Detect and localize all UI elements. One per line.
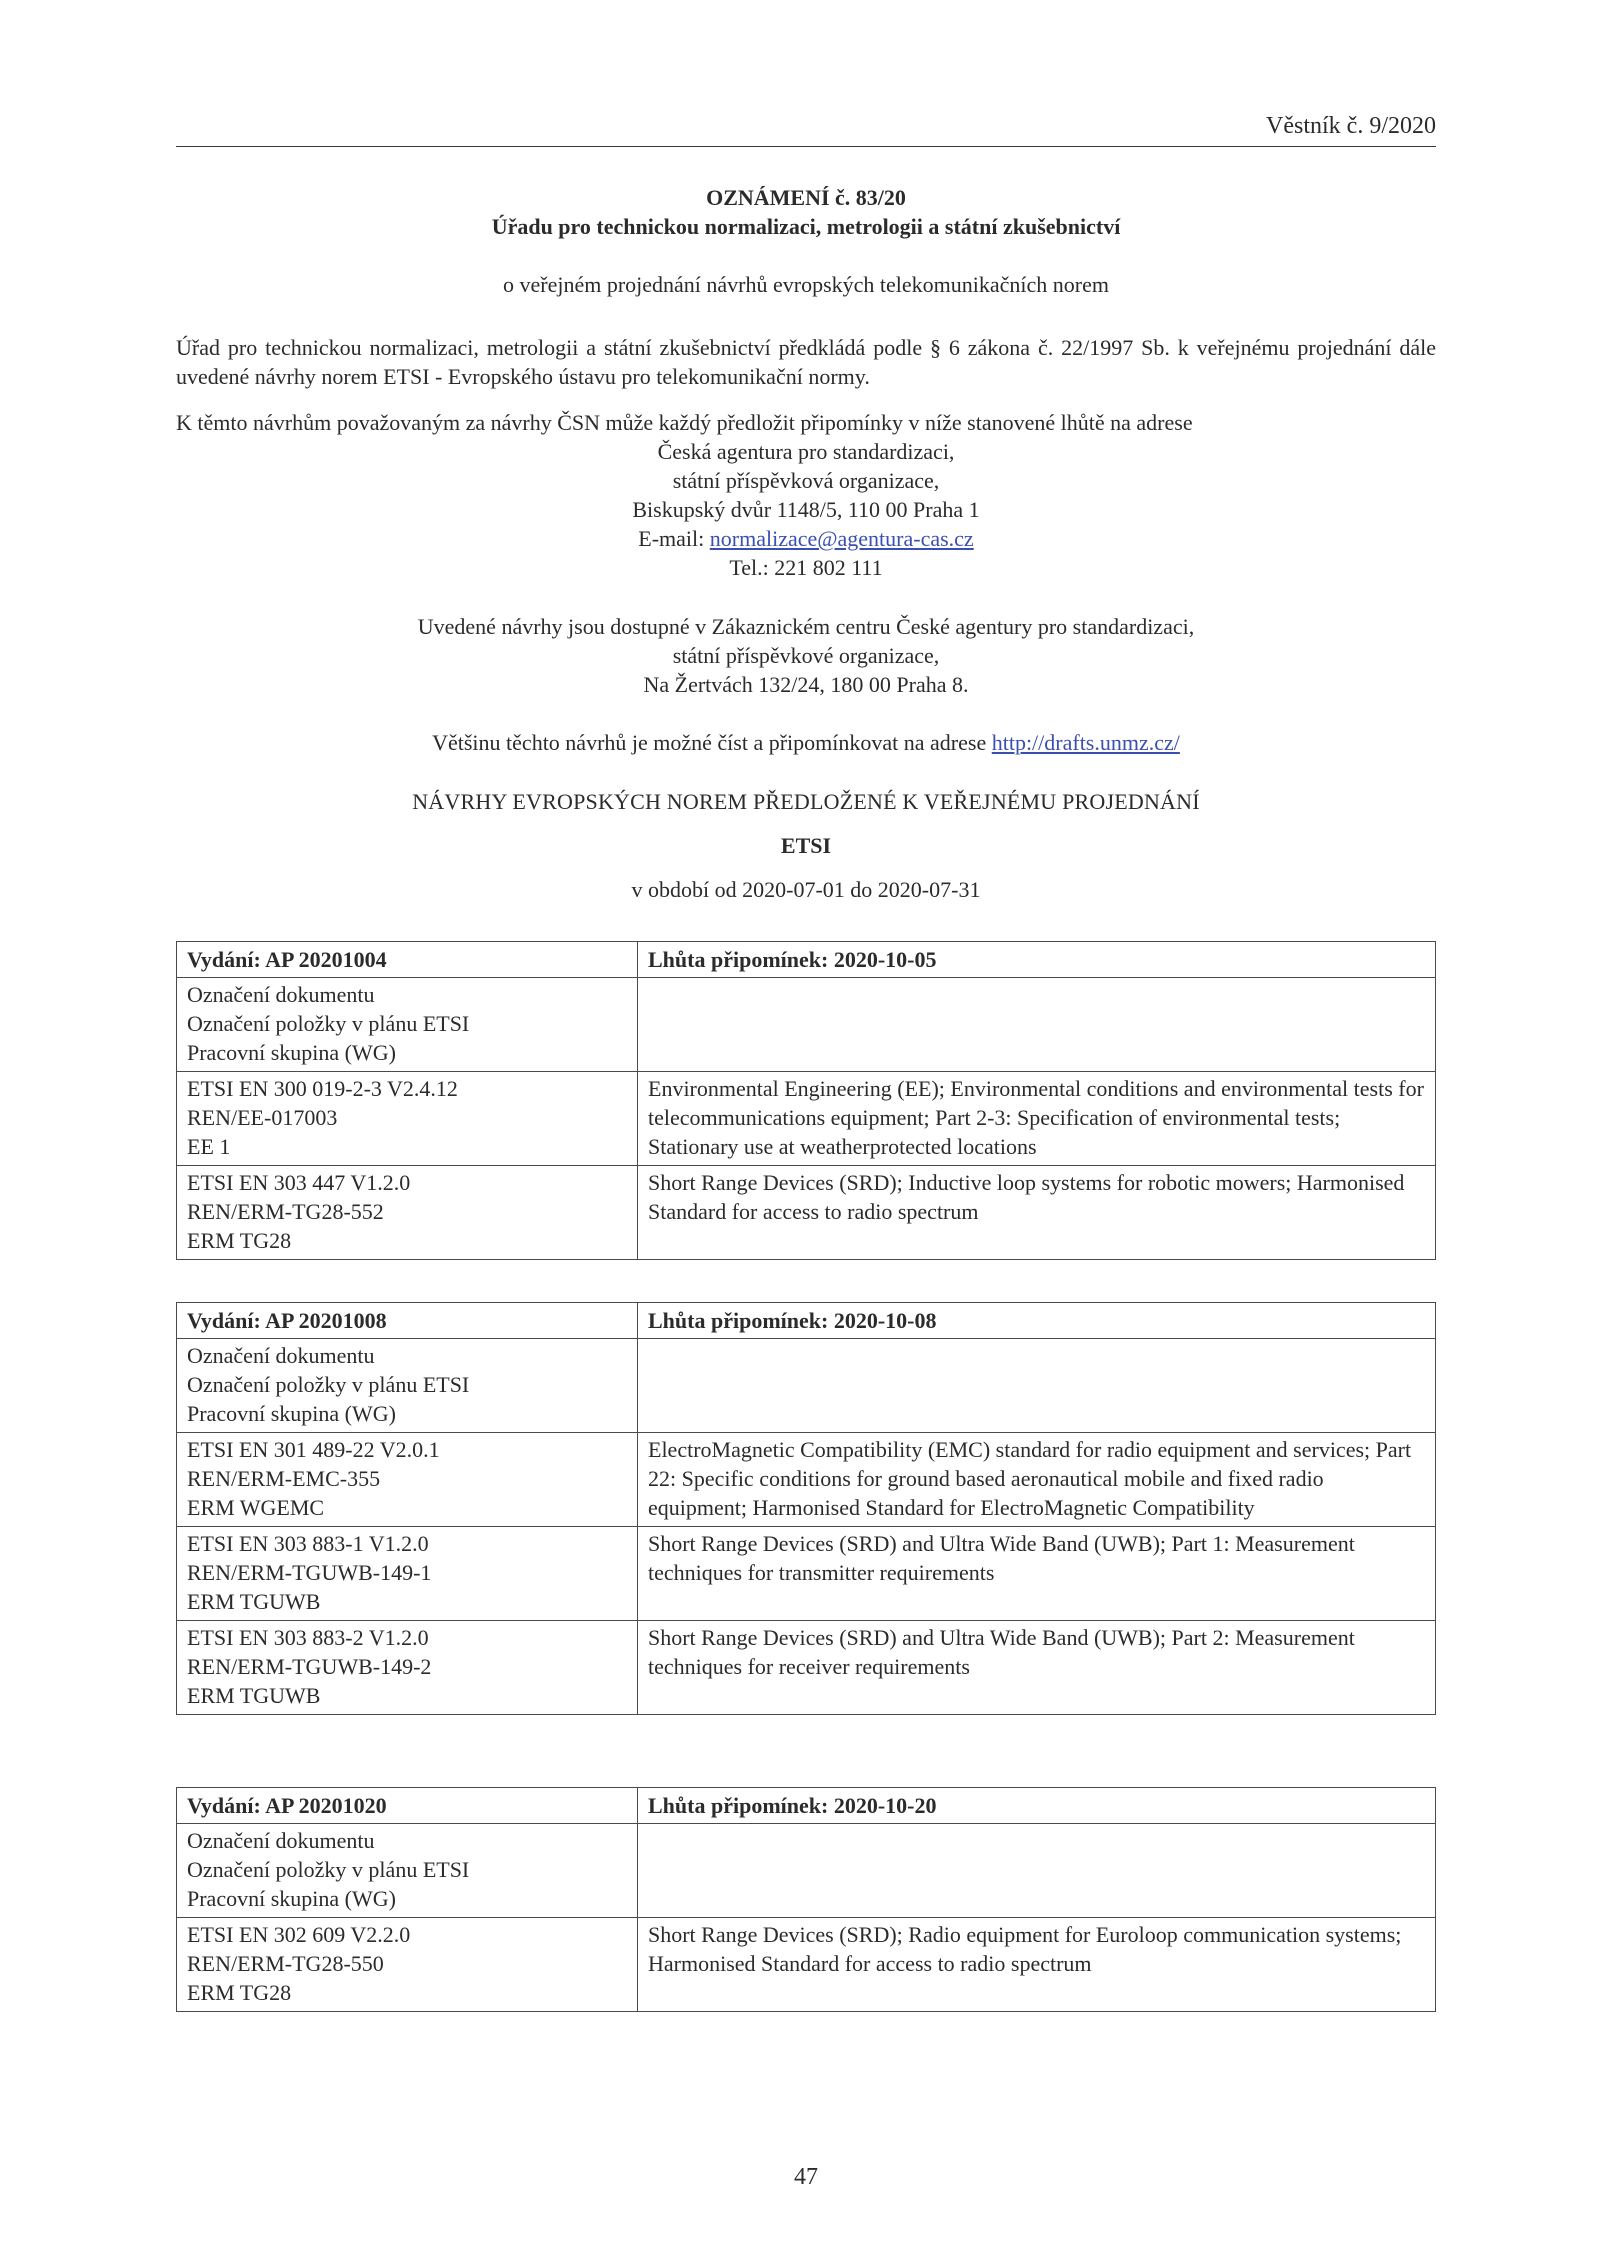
working-group: ERM TG28 <box>187 1228 292 1253</box>
legend-row <box>177 1824 1436 1918</box>
plan-item: REN/ERM-TGUWB-149-2 <box>187 1654 432 1679</box>
email-line <box>176 524 1436 553</box>
legend-doc: Označení dokumentu <box>187 1828 375 1853</box>
page-number: 47 <box>794 2164 818 2190</box>
legend-cell <box>177 1339 638 1433</box>
table-header-row <box>177 1303 1436 1339</box>
description-cell: Short Range Devices (SRD); Radio equipment for Euroloop communication systems; Harmonised Standard for access to radio spectrum <box>638 1918 1436 2012</box>
plan-item: REN/ERM-EMC-355 <box>187 1466 381 1491</box>
legend-item: Označení položky v plánu ETSI <box>187 1011 470 1036</box>
working-group: ERM TG28 <box>187 1980 292 2005</box>
plan-item: REN/ERM-TG28-550 <box>187 1951 384 1976</box>
address-line: státní příspěvková organizace, <box>672 468 940 493</box>
plan-item: REN/ERM-TG28-552 <box>187 1199 384 1224</box>
comments-paragraph: K těmto návrhům považovaným za návrhy ČSN může každý předložit připomínky v níže stanovené lhůtě na adrese <box>176 410 1193 435</box>
legend-cell <box>177 1824 638 1918</box>
availability-info <box>176 612 1436 699</box>
availability-line: Uvedené návrhy jsou dostupné v Zákaznickém centru České agentury pro standardizaci, <box>417 614 1195 639</box>
table-row <box>177 1621 1436 1715</box>
table-header-row <box>177 1788 1436 1824</box>
working-group: EE 1 <box>187 1134 231 1159</box>
drafts-link[interactable]: http://drafts.unmz.cz/ <box>991 730 1180 755</box>
availability-line: Na Žertvách 132/24, 180 00 Praha 8. <box>643 672 969 697</box>
drafts-table <box>176 1302 1436 1715</box>
table-row <box>177 1918 1436 2012</box>
legend-cell <box>177 978 638 1072</box>
intro-paragraph: Úřad pro technickou normalizaci, metrologii a státní zkušebnictví předkládá podle § 6 zákona č. 22/1997 Sb. k veřejnému projednání dále uvedené návrhy norem ETSI - Evropského ústavu pro telekomunikační normy. <box>176 335 1436 389</box>
issue-cell: Vydání: AP 20201004 <box>177 942 638 978</box>
empty-cell <box>638 978 1436 1072</box>
section-title: NÁVRHY EVROPSKÝCH NOREM PŘEDLOŽENÉ K VEŘEJNÉMU PROJEDNÁNÍ <box>412 789 1200 814</box>
plan-item: REN/EE-017003 <box>187 1105 338 1130</box>
description-cell: Short Range Devices (SRD) and Ultra Wide Band (UWB); Part 2: Measurement techniques for receiver requirements <box>638 1621 1436 1715</box>
drafts-table <box>176 941 1436 1260</box>
legend-row <box>177 978 1436 1072</box>
web-info <box>176 728 1436 757</box>
empty-cell <box>638 1824 1436 1918</box>
standard-id-cell <box>177 1072 638 1166</box>
agency-address <box>176 437 1436 582</box>
table-row <box>177 1072 1436 1166</box>
standard-id-cell <box>177 1918 638 2012</box>
page-header <box>176 112 1436 147</box>
standard-id-cell <box>177 1166 638 1260</box>
description-cell: Short Range Devices (SRD); Inductive loop systems for robotic mowers; Harmonised Standard for access to radio spectrum <box>638 1166 1436 1260</box>
doc-designation: ETSI EN 302 609 V2.2.0 <box>187 1922 411 1947</box>
doc-designation: ETSI EN 303 883-2 V1.2.0 <box>187 1625 429 1650</box>
notice-title <box>176 183 1436 241</box>
address-line: Česká agentura pro standardizaci, <box>657 439 955 464</box>
legend-wg: Pracovní skupina (WG) <box>187 1040 396 1065</box>
legend-wg: Pracovní skupina (WG) <box>187 1401 396 1426</box>
working-group: ERM TGUWB <box>187 1589 321 1614</box>
legend-doc: Označení dokumentu <box>187 1343 375 1368</box>
standard-id-cell <box>177 1527 638 1621</box>
legend-item: Označení položky v plánu ETSI <box>187 1372 470 1397</box>
doc-designation: ETSI EN 303 447 V1.2.0 <box>187 1170 411 1195</box>
empty-cell <box>638 1339 1436 1433</box>
issue-cell: Vydání: AP 20201008 <box>177 1303 638 1339</box>
legend-doc: Označení dokumentu <box>187 982 375 1007</box>
standard-id-cell <box>177 1621 638 1715</box>
issue-cell: Vydání: AP 20201020 <box>177 1788 638 1824</box>
organization-label: ETSI <box>780 833 832 858</box>
plan-item: REN/ERM-TGUWB-149-1 <box>187 1560 432 1585</box>
deadline-cell: Lhůta připomínek: 2020-10-08 <box>638 1303 1436 1339</box>
email-link[interactable]: normalizace@agentura-cas.cz <box>709 526 974 551</box>
doc-designation: ETSI EN 300 019-2-3 V2.4.12 <box>187 1076 458 1101</box>
bulletin-title: Věstník č. 9/2020 <box>1266 113 1436 139</box>
legend-wg: Pracovní skupina (WG) <box>187 1886 396 1911</box>
notice-subtitle: o veřejném projednání návrhů evropských telekomunikačních norem <box>502 272 1110 297</box>
table-row <box>177 1166 1436 1260</box>
table-row <box>177 1527 1436 1621</box>
phone-line: Tel.: 221 802 111 <box>729 555 883 580</box>
web-text: Většinu těchto návrhů je možné číst a připomínkovat na adrese <box>432 730 992 755</box>
doc-designation: ETSI EN 303 883-1 V1.2.0 <box>187 1531 429 1556</box>
deadline-cell: Lhůta připomínek: 2020-10-20 <box>638 1788 1436 1824</box>
legend-row <box>177 1339 1436 1433</box>
address-line: Biskupský dvůr 1148/5, 110 00 Praha 1 <box>632 497 980 522</box>
legend-item: Označení položky v plánu ETSI <box>187 1857 470 1882</box>
description-cell: Short Range Devices (SRD) and Ultra Wide Band (UWB); Part 1: Measurement techniques for transmitter requirements <box>638 1527 1436 1621</box>
period-label: v období od 2020-07-01 do 2020-07-31 <box>631 877 981 902</box>
email-label: E-mail: <box>638 526 710 551</box>
description-cell: ElectroMagnetic Compatibility (EMC) standard for radio equipment and services; Part 22: Specific conditions for ground based aeronautical mobile and fixed radio equipment; Harmonised Standard for ElectroMagnetic Compatibility <box>638 1433 1436 1527</box>
standard-id-cell <box>177 1433 638 1527</box>
availability-line: státní příspěvkové organizace, <box>672 643 940 668</box>
table-header-row <box>177 942 1436 978</box>
deadline-cell: Lhůta připomínek: 2020-10-05 <box>638 942 1436 978</box>
doc-designation: ETSI EN 301 489-22 V2.0.1 <box>187 1437 440 1462</box>
notice-issuer: Úřadu pro technickou normalizaci, metrologii a státní zkušebnictví <box>491 214 1121 239</box>
drafts-table <box>176 1787 1436 2012</box>
table-row <box>177 1433 1436 1527</box>
description-cell: Environmental Engineering (EE); Environmental conditions and environmental tests for telecommunications equipment; Part 2-3: Specification of environmental tests; Stationary use at weatherprotected locations <box>638 1072 1436 1166</box>
working-group: ERM TGUWB <box>187 1683 321 1708</box>
notice-number: OZNÁMENÍ č. 83/20 <box>706 185 906 210</box>
working-group: ERM WGEMC <box>187 1495 325 1520</box>
